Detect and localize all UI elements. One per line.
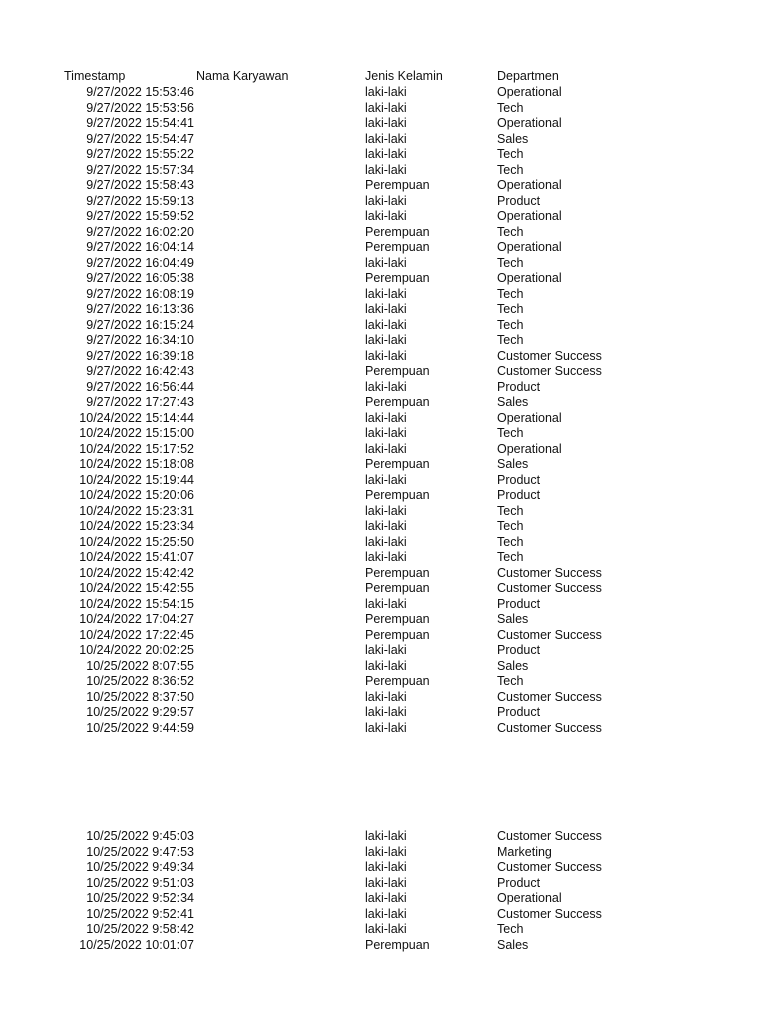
cell-jenis-kelamin: Perempuan: [365, 581, 430, 595]
cell-departmen: Tech: [497, 147, 524, 161]
cell-timestamp: 10/24/2022 20:02:25: [79, 643, 194, 657]
cell-timestamp: 10/25/2022 9:49:34: [86, 860, 194, 874]
cell-timestamp: 9/27/2022 16:56:44: [86, 379, 194, 394]
table-row: [0, 394, 768, 410]
cell-departmen: Tech: [497, 519, 524, 533]
cell-jenis-kelamin: laki-laki: [365, 379, 407, 394]
cell-departmen: Tech: [497, 317, 524, 332]
cell-timestamp: 9/27/2022 16:42:43: [86, 364, 194, 378]
cell-timestamp: 9/27/2022 15:55:22: [86, 147, 194, 161]
table-row: [0, 363, 768, 379]
cell-timestamp: 9/27/2022 16:05:38: [86, 271, 194, 285]
table-row: [0, 193, 768, 209]
cell-departmen: Tech: [497, 162, 524, 177]
table-row: [0, 503, 768, 519]
cell-timestamp: 10/25/2022 8:07:55: [86, 658, 194, 673]
table-row: [0, 720, 768, 736]
cell-jenis-kelamin: laki-laki: [365, 85, 407, 99]
table-row: [0, 689, 768, 705]
cell-timestamp: 9/27/2022 16:34:10: [86, 333, 194, 347]
cell-departmen: Customer Success: [497, 348, 602, 363]
cell-timestamp: 10/24/2022 15:42:55: [79, 581, 194, 595]
cell-timestamp: 10/24/2022 17:22:45: [79, 627, 194, 642]
cell-timestamp: 10/25/2022 9:51:03: [86, 875, 194, 890]
cell-jenis-kelamin: laki-laki: [365, 426, 407, 440]
cell-departmen: Marketing: [497, 844, 552, 859]
cell-departmen: Operational: [497, 891, 562, 905]
cell-timestamp: 10/25/2022 8:36:52: [86, 674, 194, 688]
table-row: [0, 906, 768, 922]
table-row: [0, 627, 768, 643]
cell-jenis-kelamin: laki-laki: [365, 922, 407, 936]
cell-departmen: Tech: [497, 224, 524, 239]
cell-jenis-kelamin: laki-laki: [365, 689, 407, 704]
table-row: [0, 84, 768, 100]
cell-departmen: Product: [497, 379, 541, 394]
cell-departmen: Tech: [497, 255, 524, 270]
cell-jenis-kelamin: laki-laki: [365, 147, 407, 161]
cell-departmen: Product: [497, 643, 541, 657]
table-row: [0, 208, 768, 224]
table-row: [0, 131, 768, 147]
cell-departmen: Tech: [497, 286, 524, 301]
table-row: [0, 828, 768, 844]
cell-departmen: Product: [497, 875, 541, 890]
cell-jenis-kelamin: laki-laki: [365, 906, 407, 921]
cell-jenis-kelamin: laki-laki: [365, 472, 407, 487]
cell-timestamp: 9/27/2022 16:13:36: [86, 302, 194, 316]
cell-departmen: Customer Success: [497, 829, 602, 843]
cell-jenis-kelamin: laki-laki: [365, 302, 407, 316]
cell-timestamp: 9/27/2022 16:15:24: [86, 317, 194, 332]
table-row: [0, 534, 768, 550]
cell-jenis-kelamin: Perempuan: [365, 674, 430, 688]
cell-departmen: Tech: [497, 922, 524, 936]
table-row: [0, 549, 768, 565]
cell-jenis-kelamin: laki-laki: [365, 131, 407, 146]
table-row: [0, 704, 768, 720]
cell-departmen: Customer Success: [497, 364, 602, 378]
table-row: [0, 146, 768, 162]
cell-jenis-kelamin: laki-laki: [365, 333, 407, 347]
cell-jenis-kelamin: laki-laki: [365, 643, 407, 657]
cell-timestamp: 10/24/2022 15:23:34: [79, 519, 194, 533]
cell-departmen: Sales: [497, 612, 529, 626]
cell-timestamp: 10/24/2022 15:15:00: [79, 426, 194, 440]
table-row: [0, 286, 768, 302]
cell-timestamp: 10/24/2022 15:54:15: [79, 596, 194, 611]
table-row: [0, 317, 768, 333]
cell-timestamp: 10/25/2022 9:47:53: [86, 844, 194, 859]
table-row: [0, 611, 768, 627]
cell-departmen: Operational: [497, 410, 562, 425]
cell-departmen: Product: [497, 705, 541, 719]
cell-jenis-kelamin: Perempuan: [365, 224, 430, 239]
cell-timestamp: 10/24/2022 15:42:42: [79, 565, 194, 580]
cell-jenis-kelamin: laki-laki: [365, 550, 407, 564]
cell-jenis-kelamin: Perempuan: [365, 364, 430, 378]
table-row: [0, 844, 768, 860]
table-row: [0, 301, 768, 317]
cell-timestamp: 10/25/2022 9:29:57: [86, 705, 194, 719]
table-row: [0, 859, 768, 875]
table-row: [0, 937, 768, 953]
header-jenis-kelamin: Jenis Kelamin: [365, 69, 443, 83]
cell-departmen: Sales: [497, 937, 529, 952]
header-nama-karyawan: Nama Karyawan: [196, 69, 289, 83]
header-row: [0, 68, 768, 84]
cell-timestamp: 10/24/2022 15:25:50: [79, 534, 194, 549]
cell-jenis-kelamin: laki-laki: [365, 596, 407, 611]
cell-timestamp: 9/27/2022 15:53:46: [86, 85, 194, 99]
table-row: [0, 565, 768, 581]
cell-departmen: Customer Success: [497, 906, 602, 921]
cell-jenis-kelamin: laki-laki: [365, 317, 407, 332]
cell-timestamp: 9/27/2022 15:54:41: [86, 116, 194, 130]
cell-timestamp: 9/27/2022 15:53:56: [86, 100, 194, 115]
cell-departmen: Operational: [497, 271, 562, 285]
cell-departmen: Product: [497, 472, 541, 487]
cell-timestamp: 10/24/2022 15:41:07: [79, 550, 194, 564]
cell-jenis-kelamin: Perempuan: [365, 178, 430, 192]
cell-jenis-kelamin: laki-laki: [365, 705, 407, 719]
cell-timestamp: 9/27/2022 16:39:18: [86, 348, 194, 363]
cell-timestamp: 9/27/2022 17:27:43: [86, 395, 194, 409]
table-row: [0, 921, 768, 937]
cell-jenis-kelamin: laki-laki: [365, 534, 407, 549]
cell-jenis-kelamin: laki-laki: [365, 829, 407, 843]
cell-jenis-kelamin: laki-laki: [365, 286, 407, 301]
table-row: [0, 270, 768, 286]
table-row: [0, 162, 768, 178]
header-departmen: Departmen: [497, 69, 559, 83]
cell-jenis-kelamin: Perempuan: [365, 457, 430, 471]
cell-departmen: Tech: [497, 534, 524, 549]
table-row: [0, 642, 768, 658]
cell-jenis-kelamin: laki-laki: [365, 100, 407, 115]
table-row: [0, 115, 768, 131]
cell-jenis-kelamin: laki-laki: [365, 441, 407, 456]
cell-timestamp: 10/24/2022 15:18:08: [79, 457, 194, 471]
cell-departmen: Sales: [497, 131, 529, 146]
cell-jenis-kelamin: Perempuan: [365, 240, 430, 254]
table-row: [0, 441, 768, 457]
cell-timestamp: 10/25/2022 10:01:07: [79, 937, 194, 952]
cell-departmen: Operational: [497, 240, 562, 254]
cell-timestamp: 9/27/2022 15:58:43: [86, 178, 194, 192]
cell-jenis-kelamin: laki-laki: [365, 720, 407, 735]
cell-departmen: Tech: [497, 333, 524, 347]
table-row: [0, 518, 768, 534]
cell-timestamp: 10/24/2022 15:19:44: [79, 472, 194, 487]
cell-departmen: Sales: [497, 658, 529, 673]
cell-jenis-kelamin: laki-laki: [365, 844, 407, 859]
table-row: [0, 410, 768, 426]
cell-departmen: Operational: [497, 85, 562, 99]
cell-departmen: Customer Success: [497, 565, 602, 580]
cell-jenis-kelamin: laki-laki: [365, 503, 407, 518]
cell-jenis-kelamin: laki-laki: [365, 891, 407, 905]
cell-jenis-kelamin: Perempuan: [365, 612, 430, 626]
table-row: [0, 875, 768, 891]
cell-departmen: Tech: [497, 302, 524, 316]
cell-departmen: Product: [497, 488, 541, 502]
cell-departmen: Operational: [497, 116, 562, 130]
cell-departmen: Product: [497, 193, 541, 208]
table-row: [0, 580, 768, 596]
cell-timestamp: 10/24/2022 15:20:06: [79, 488, 194, 502]
cell-departmen: Sales: [497, 395, 529, 409]
cell-jenis-kelamin: Perempuan: [365, 395, 430, 409]
table-row: [0, 487, 768, 503]
cell-jenis-kelamin: laki-laki: [365, 860, 407, 874]
cell-departmen: Operational: [497, 441, 562, 456]
table-row: [0, 255, 768, 271]
cell-departmen: Tech: [497, 100, 524, 115]
cell-timestamp: 10/24/2022 17:04:27: [79, 612, 194, 626]
table-row: [0, 379, 768, 395]
table-row: [0, 673, 768, 689]
cell-timestamp: 9/27/2022 16:04:49: [86, 255, 194, 270]
cell-jenis-kelamin: laki-laki: [365, 410, 407, 425]
cell-timestamp: 9/27/2022 15:59:13: [86, 193, 194, 208]
cell-jenis-kelamin: laki-laki: [365, 209, 407, 223]
cell-departmen: Operational: [497, 209, 562, 223]
table-row: [0, 425, 768, 441]
cell-jenis-kelamin: laki-laki: [365, 348, 407, 363]
cell-jenis-kelamin: Perempuan: [365, 627, 430, 642]
cell-departmen: Customer Success: [497, 689, 602, 704]
cell-departmen: Sales: [497, 457, 529, 471]
cell-departmen: Customer Success: [497, 860, 602, 874]
header-timestamp: Timestamp: [64, 69, 126, 83]
cell-jenis-kelamin: Perempuan: [365, 488, 430, 502]
table-row: [0, 890, 768, 906]
cell-departmen: Operational: [497, 178, 562, 192]
cell-timestamp: 10/24/2022 15:17:52: [79, 441, 194, 456]
table-row: [0, 177, 768, 193]
table-row: [0, 348, 768, 364]
cell-jenis-kelamin: laki-laki: [365, 255, 407, 270]
cell-timestamp: 10/25/2022 9:45:03: [86, 829, 194, 843]
cell-departmen: Tech: [497, 426, 524, 440]
table-row: [0, 658, 768, 674]
cell-jenis-kelamin: laki-laki: [365, 658, 407, 673]
cell-departmen: Customer Success: [497, 720, 602, 735]
cell-jenis-kelamin: laki-laki: [365, 193, 407, 208]
cell-timestamp: 9/27/2022 16:04:14: [86, 240, 194, 254]
cell-departmen: Customer Success: [497, 581, 602, 595]
cell-timestamp: 10/24/2022 15:23:31: [79, 503, 194, 518]
cell-timestamp: 10/25/2022 9:44:59: [86, 720, 194, 735]
cell-jenis-kelamin: laki-laki: [365, 162, 407, 177]
cell-timestamp: 9/27/2022 15:54:47: [86, 131, 194, 146]
cell-jenis-kelamin: laki-laki: [365, 116, 407, 130]
table-row: [0, 596, 768, 612]
cell-timestamp: 10/25/2022 9:52:34: [86, 891, 194, 905]
table-row: [0, 332, 768, 348]
cell-departmen: Tech: [497, 550, 524, 564]
cell-departmen: Product: [497, 596, 541, 611]
cell-timestamp: 10/25/2022 8:37:50: [86, 689, 194, 704]
table-row: [0, 472, 768, 488]
table-row: [0, 224, 768, 240]
cell-jenis-kelamin: Perempuan: [365, 937, 430, 952]
cell-departmen: Customer Success: [497, 627, 602, 642]
cell-timestamp: 10/25/2022 9:58:42: [86, 922, 194, 936]
cell-jenis-kelamin: Perempuan: [365, 271, 430, 285]
cell-jenis-kelamin: laki-laki: [365, 519, 407, 533]
cell-timestamp: 9/27/2022 16:08:19: [86, 286, 194, 301]
table-row: [0, 100, 768, 116]
cell-timestamp: 9/27/2022 16:02:20: [86, 224, 194, 239]
table-row: [0, 456, 768, 472]
table-row: [0, 239, 768, 255]
cell-timestamp: 9/27/2022 15:57:34: [86, 162, 194, 177]
cell-timestamp: 10/24/2022 15:14:44: [79, 410, 194, 425]
cell-departmen: Tech: [497, 674, 524, 688]
cell-timestamp: 9/27/2022 15:59:52: [86, 209, 194, 223]
cell-departmen: Tech: [497, 503, 524, 518]
cell-jenis-kelamin: Perempuan: [365, 565, 430, 580]
cell-timestamp: 10/25/2022 9:52:41: [86, 906, 194, 921]
cell-jenis-kelamin: laki-laki: [365, 875, 407, 890]
